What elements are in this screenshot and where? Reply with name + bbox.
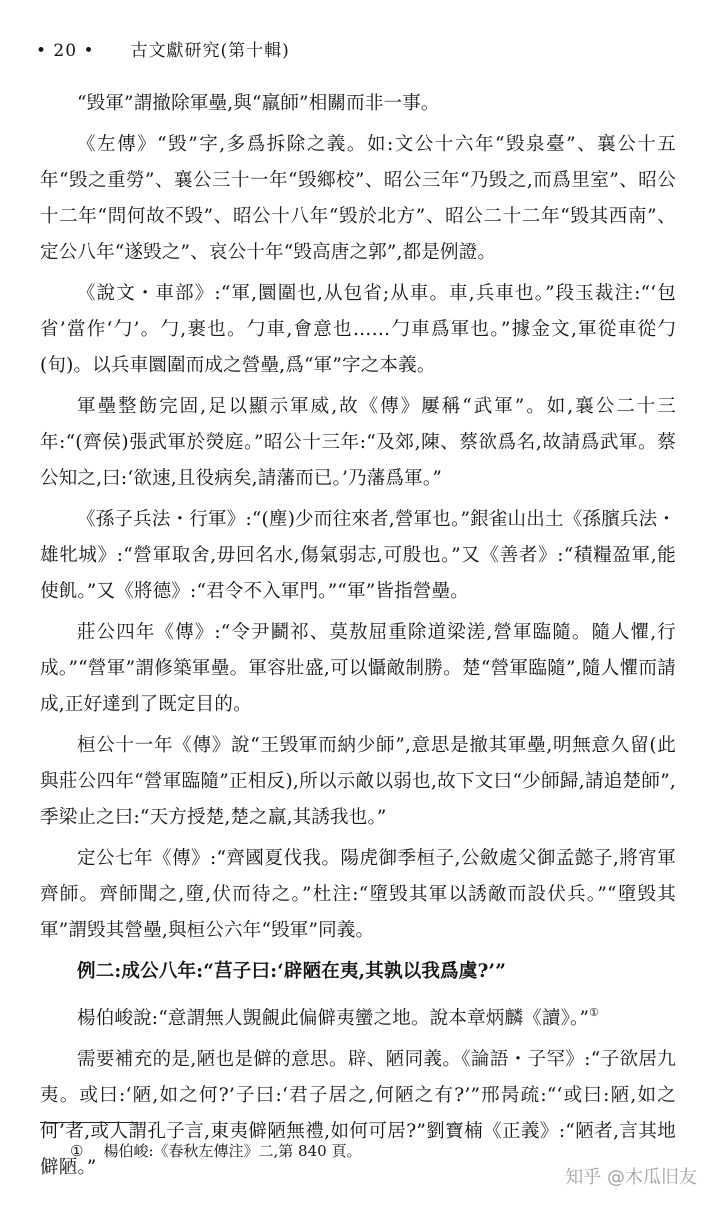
footnote-number: ① (70, 1142, 84, 1160)
paragraph-4: 軍壘整飭完固,足以顯示軍威,故《傳》屢稱“武軍”。如,襄公二十三年:“(齊侯)張武軍於熒庭。”昭公十三年:“及郊,陳、蔡欲爲名,故請爲武軍。蔡公知之,曰:‘欲速,且役病矣,請藩而已。’乃藩爲軍。” (40, 396, 676, 489)
journal-title: 古文獻研究(第十輯) (130, 41, 290, 61)
footnote-marker[interactable]: ① (589, 1006, 600, 1019)
paragraph-10 (40, 995, 676, 1037)
paragraph-1: “毁軍”謂撤除軍壘,與“羸師”相關而非一事。 (77, 93, 440, 114)
page-number: • 20 • (36, 41, 95, 61)
paragraph-6: 莊公四年《傳》:“令尹鬬祁、莫敖屈重除道梁溠,營軍臨隨。隨人懼,行成。”“營軍”謂修築軍壘。軍容壯盛,可以懾敵制勝。楚“營軍臨隨”,隨人懼而請成,正好達到了既定目的。 (40, 622, 676, 715)
paragraph-5: 《孫子兵法・行軍》:“(塵)少而往來者,營軍也。”銀雀山出土《孫臏兵法・雄牝城》:“營軍取舍,毋回名水,傷氣弱志,可殷也。”又《善者》:“積糧盈軍,能使飢。”又《將德》:“君令不入軍門。”“軍”皆指營壘。 (40, 509, 676, 602)
paragraph-3: 《說文・車部》:“軍,圜圍也,从包省;从車。車,兵車也。”段玉裁注:“‘包省’當作‘勹’。勹,裹也。勹車,會意也……勹車爲軍也。”據金文,軍從車從勹(旬)。以兵車圜圍而成之營壘,爲“軍”字之本義。 (40, 283, 676, 376)
footnote-text: 楊伯峻:《春秋左傳注》二,第 840 頁。 (103, 1142, 362, 1160)
example-heading: 例二:成公八年:“莒子曰:‘辟陋在夷,其孰以我爲虞?’” (77, 961, 507, 982)
footnote-divider (40, 1122, 138, 1123)
running-header (36, 36, 290, 61)
paragraph-7: 桓公十一年《傳》說“王毁軍而納少師”,意思是撤其軍壘,明無意久留(此與莊公四年“營軍臨隨”正相反),所以示敵以弱也,故下文曰“少師歸,請追楚師”,季梁止之曰:“天方授楚,楚之羸,其誘我也。” (40, 735, 676, 828)
watermark: 知乎 @木瓜旧友 (565, 1167, 697, 1188)
paragraph-2: 《左傳》“毁”字,多爲拆除之義。如:文公十六年“毁泉臺”、襄公十五年“毁之重勞”、襄公三十一年“毁鄉校”、昭公三年“乃毁之,而爲里室”、昭公十二年“問何故不毁”、昭公十八年“毁於北方”、昭公二十二年“毁其西南”、定公八年“遂毁之”、哀公十年“毁高唐之郭”,都是例證。 (40, 134, 676, 263)
paragraph-8: 定公七年《傳》:“齊國夏伐我。陽虎御季桓子,公斂處父御孟懿子,將宵軍齊師。齊師聞之,墮,伏而待之。”杜注:“墮毁其軍以誘敵而設伏兵。”“墮毁其軍”謂毁其營壘,與桓公六年“毁軍”同義。 (40, 848, 676, 941)
footnote (70, 1140, 361, 1161)
paragraph-11: 需要補充的是,陋也是僻的意思。辟、陋同義。《論語・子罕》:“子欲居九夷。或曰:‘陋,如之何?’子曰:‘君子居之,何陋之有?’”邢昺疏:“‘或曰:陋,如之何’者,或人謂孔子言,東夷僻陋無禮,如何可居?”劉寶楠《正義》:“陋者,言其地僻陋。” (40, 1049, 676, 1178)
body-text (40, 86, 676, 1191)
paragraph-10-text: 楊伯峻說:“意謂無人覬覦此偏僻夷蠻之地。說本章炳麟《讀》。” (77, 1008, 590, 1029)
